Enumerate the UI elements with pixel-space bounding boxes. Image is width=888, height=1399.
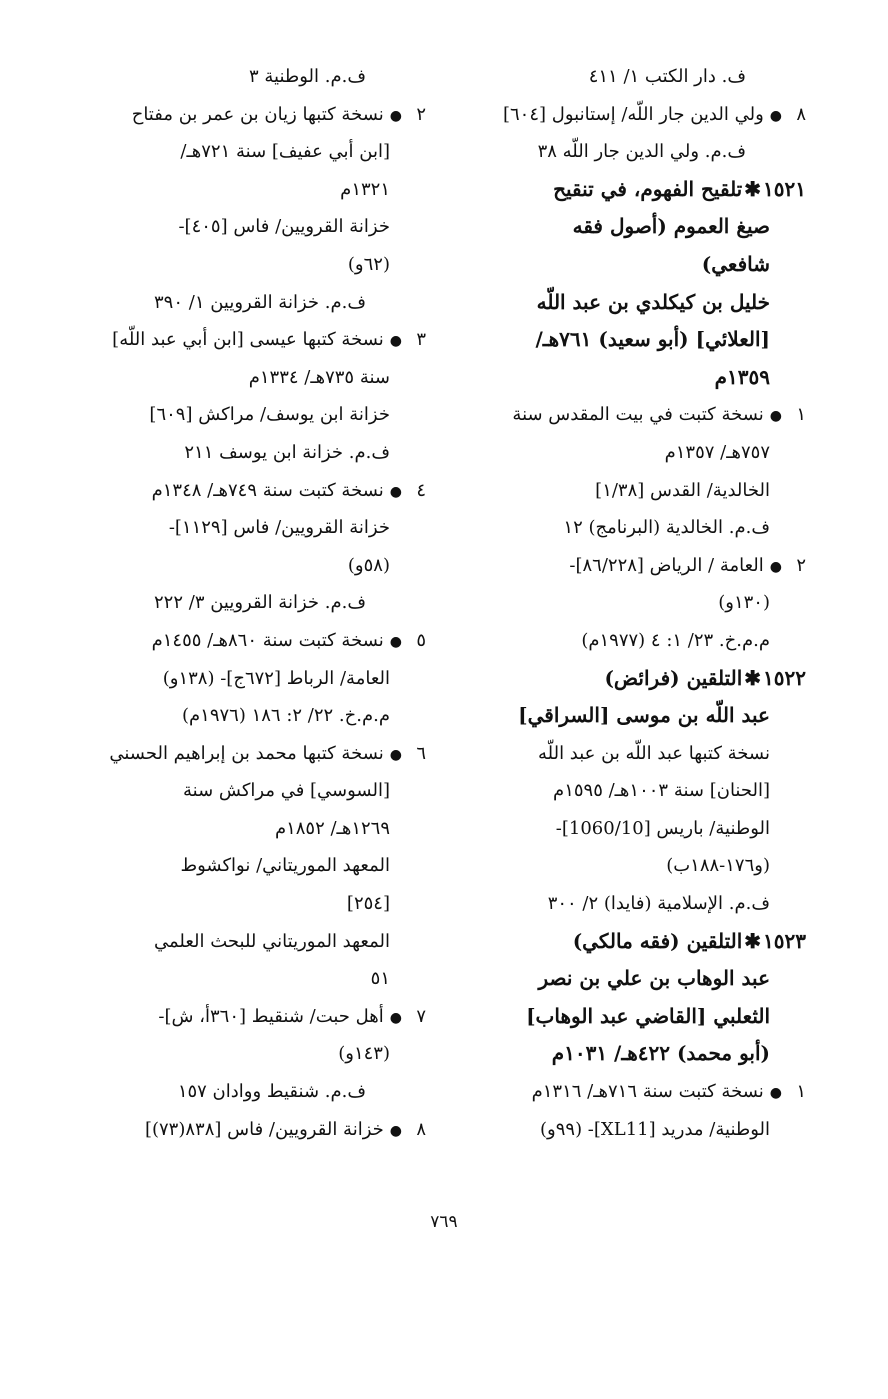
line-text: خزانة القرويين/ فاس [١١٢٩]-: [168, 517, 390, 539]
line-text: ولي الدين جار اللّه/ إستانبول [٦٠٤]: [502, 103, 764, 125]
line-text: أهل حبت/ شنقيط [٣٦٠أ، ش]-: [158, 1005, 384, 1027]
text-line: [86, 847, 426, 885]
line-text: م.م.خ. ٢٣/ ١: ٤ (١٩٧٧م): [581, 629, 770, 651]
line-text: ٥١: [370, 968, 390, 990]
line-text: نسخة كتبها محمد بن إبراهيم الحسني: [109, 742, 384, 764]
text-line: [86, 923, 426, 961]
entry-line: [86, 321, 426, 359]
line-text: المعهد الموريتاني/ نواكشوط: [180, 855, 390, 877]
line-text: صيغ العموم (أصول فقه: [572, 214, 770, 239]
bullet-icon: ●: [769, 107, 782, 124]
text-line: [456, 434, 806, 472]
line-text: ف.م. الخالدية (البرنامج) ١٢: [563, 517, 770, 539]
line-text: (١٣٠و): [718, 592, 770, 614]
line-text: (١٤٣و): [338, 1043, 390, 1065]
line-text: الوطنية/ باريس [1060/10]-: [555, 817, 770, 839]
text-line: [86, 960, 426, 998]
text-line: [456, 697, 806, 735]
copy-number: ٣: [416, 329, 426, 351]
bullet-icon: ●: [389, 746, 402, 763]
line-text: ف.م. خزانة ابن يوسف ٢١١: [184, 441, 390, 463]
right-column: [456, 58, 806, 1148]
line-text: (٦٢و): [347, 253, 390, 275]
copy-number: ٤: [416, 479, 426, 501]
text-line: [86, 660, 426, 698]
copy-number: ٢: [796, 554, 806, 576]
line-text: العامة / الرياض [٨٦/٢٢٨]-: [569, 554, 764, 576]
bullet-icon: ●: [769, 558, 782, 575]
text-line: [456, 359, 806, 397]
text-line: [456, 772, 806, 810]
entry-number: ١٥٢٢: [763, 665, 806, 690]
text-line: [456, 133, 806, 171]
text-line: [456, 885, 806, 923]
text-line: [456, 960, 806, 998]
bullet-icon: ●: [389, 333, 402, 350]
entry-line: [86, 472, 426, 510]
line-text: ف.م. ولي الدين جار اللّه ٣٨: [537, 141, 746, 163]
line-text: التلقين (فرائض): [604, 665, 743, 690]
bullet-icon: ●: [389, 107, 402, 124]
line-text: ف.م. خزانة القرويين ٣/ ٢٢٢: [154, 592, 366, 614]
line-text: [ابن أبي عفيف] سنة ٧٢١هـ/: [180, 141, 390, 163]
text-line: [86, 547, 426, 585]
entry-line: [456, 171, 806, 209]
text-line: [86, 133, 426, 171]
text-line: [86, 885, 426, 923]
copy-number: ١: [796, 1081, 806, 1103]
line-text: الوطنية/ مدريد [XL11]- (٩٩و): [540, 1118, 770, 1140]
line-text: تلقيح الفهوم، في تنقيح: [553, 176, 743, 201]
line-text: ف.م. شنقيط ووادان ١٥٧: [177, 1081, 366, 1103]
line-text: ١٢٦٩هـ/ ١٨٥٢م: [274, 817, 390, 839]
bullet-icon: ●: [389, 1009, 402, 1026]
line-text: نسخة كتبها زيان بن عمر بن مفتاح: [131, 103, 384, 125]
line-text: التلقين (فقه مالكي): [572, 928, 743, 953]
text-line: [86, 810, 426, 848]
text-line: [86, 1073, 426, 1111]
entry-line: [86, 735, 426, 773]
text-line: [86, 434, 426, 472]
line-text: خليل بن كيكلدي بن عبد اللّه: [536, 289, 770, 314]
line-text: ١٣٢١م: [340, 178, 390, 200]
text-line: [456, 58, 806, 96]
entry-line: [456, 660, 806, 698]
line-text: عبد الوهاب بن علي بن نصر: [538, 966, 770, 991]
left-column: [86, 58, 426, 1148]
line-text: ف.م. الإسلامية (فايدا) ٢/ ٣٠٠: [547, 893, 770, 915]
line-text: ١٣٥٩م: [714, 364, 770, 389]
line-text: سنة ٧٣٥هـ/ ١٣٣٤م: [248, 366, 390, 388]
line-text: نسخة كتبها عيسى [ابن أبي عبد اللّه]: [112, 329, 384, 351]
text-line: [456, 246, 806, 284]
bullet-icon: ●: [389, 483, 402, 500]
line-text: [٢٥٤]: [346, 893, 390, 915]
entry-number: ١٥٢٣: [763, 928, 806, 953]
bullet-icon: ●: [389, 633, 402, 650]
line-text: نسخة كتبت سنة ٧١٦هـ/ ١٣١٦م: [531, 1081, 764, 1103]
text-line: [86, 246, 426, 284]
line-text: [العلائي] (أبو سعيد) ٧٦١هـ/: [535, 327, 770, 352]
entry-number: ١٥٢١: [763, 176, 806, 201]
line-text: خزانة ابن يوسف/ مراكش [٦٠٩]: [149, 404, 390, 426]
copy-number: ٨: [416, 1118, 426, 1140]
line-text: م.م.خ. ٢٢/ ٢: ١٨٦ (١٩٧٦م): [181, 705, 390, 727]
line-text: ف. دار الكتب ١/ ٤١١: [588, 66, 746, 87]
star-icon: ✱: [744, 928, 762, 953]
line-text: ف.م. خزانة القرويين ١/ ٣٩٠: [154, 291, 366, 313]
text-line: [456, 509, 806, 547]
line-text: (أبو محمد) ٤٢٢هـ/ ١٠٣١م: [551, 1041, 770, 1066]
text-line: [86, 584, 426, 622]
page-number: ٧٦٩: [430, 1212, 458, 1232]
text-line: [456, 847, 806, 885]
bullet-icon: ●: [769, 408, 782, 425]
line-text: العامة/ الرباط [٦٧٢ج]- (١٣٨و): [162, 667, 390, 689]
copy-number: ٢: [416, 103, 426, 125]
text-line: [456, 998, 806, 1036]
line-text: نسخة كتبت في بيت المقدس سنة: [512, 404, 764, 426]
text-line: [86, 396, 426, 434]
star-icon: ✱: [744, 665, 762, 690]
entry-line: [456, 396, 806, 434]
entry-line: [456, 1073, 806, 1111]
text-line: [456, 622, 806, 660]
text-line: [86, 284, 426, 322]
copy-number: ١: [796, 404, 806, 426]
text-line: [456, 284, 806, 322]
copy-number: ٦: [416, 742, 426, 764]
line-text: الثعلبي [القاضي عبد الوهاب]: [526, 1003, 770, 1028]
entry-line: [86, 1111, 426, 1149]
text-line: [86, 208, 426, 246]
line-text: ٧٥٧هـ/ ١٣٥٧م: [664, 441, 770, 463]
line-text: خزانة القرويين/ فاس [٤٠٥]-: [178, 216, 390, 238]
line-text: خزانة القرويين/ فاس [٨٣٨(٧٣)]: [144, 1118, 384, 1140]
line-text: الخالدية/ القدس [١/٣٨]: [595, 479, 770, 501]
line-text: المعهد الموريتاني للبحث العلمي: [153, 930, 390, 952]
entry-line: [86, 96, 426, 134]
text-line: [86, 772, 426, 810]
line-text: نسخة كتبت سنة ٧٤٩هـ/ ١٣٤٨م: [151, 479, 384, 501]
text-line: [86, 1035, 426, 1073]
text-line: [86, 171, 426, 209]
copy-number: ٥: [416, 629, 426, 651]
text-line: [86, 509, 426, 547]
line-text: نسخة كتبها عبد اللّه بن عبد اللّه: [537, 742, 770, 764]
line-text: نسخة كتبت سنة ٨٦٠هـ/ ١٤٥٥م: [151, 629, 384, 651]
star-icon: ✱: [744, 176, 762, 201]
text-line: [86, 697, 426, 735]
text-line: [456, 1111, 806, 1149]
line-text: ف.م. الوطنية ٣: [249, 66, 366, 87]
line-text: عبد اللّه بن موسى [السراقي]: [518, 703, 770, 728]
entry-line: [456, 96, 806, 134]
entry-line: [456, 547, 806, 585]
text-line: [456, 208, 806, 246]
entry-line: [86, 998, 426, 1036]
entry-line: [456, 923, 806, 961]
text-line: [456, 321, 806, 359]
text-line: [456, 810, 806, 848]
text-line: [456, 584, 806, 622]
text-line: [86, 359, 426, 397]
line-text: (و١٧٦-١٨٨ب): [666, 855, 770, 877]
copy-number: ٨: [796, 103, 806, 125]
line-text: (٥٨و): [347, 554, 390, 576]
entry-line: [86, 622, 426, 660]
copy-number: ٧: [416, 1005, 426, 1027]
line-text: [السوسي] في مراكش سنة: [183, 780, 390, 802]
text-line: [456, 1035, 806, 1073]
bullet-icon: ●: [769, 1085, 782, 1102]
text-line: [86, 58, 426, 96]
line-text: شافعي): [701, 251, 770, 276]
line-text: [الحنان] سنة ١٠٠٣هـ/ ١٥٩٥م: [553, 780, 770, 802]
text-line: [456, 735, 806, 773]
bullet-icon: ●: [389, 1122, 402, 1139]
text-line: [456, 472, 806, 510]
